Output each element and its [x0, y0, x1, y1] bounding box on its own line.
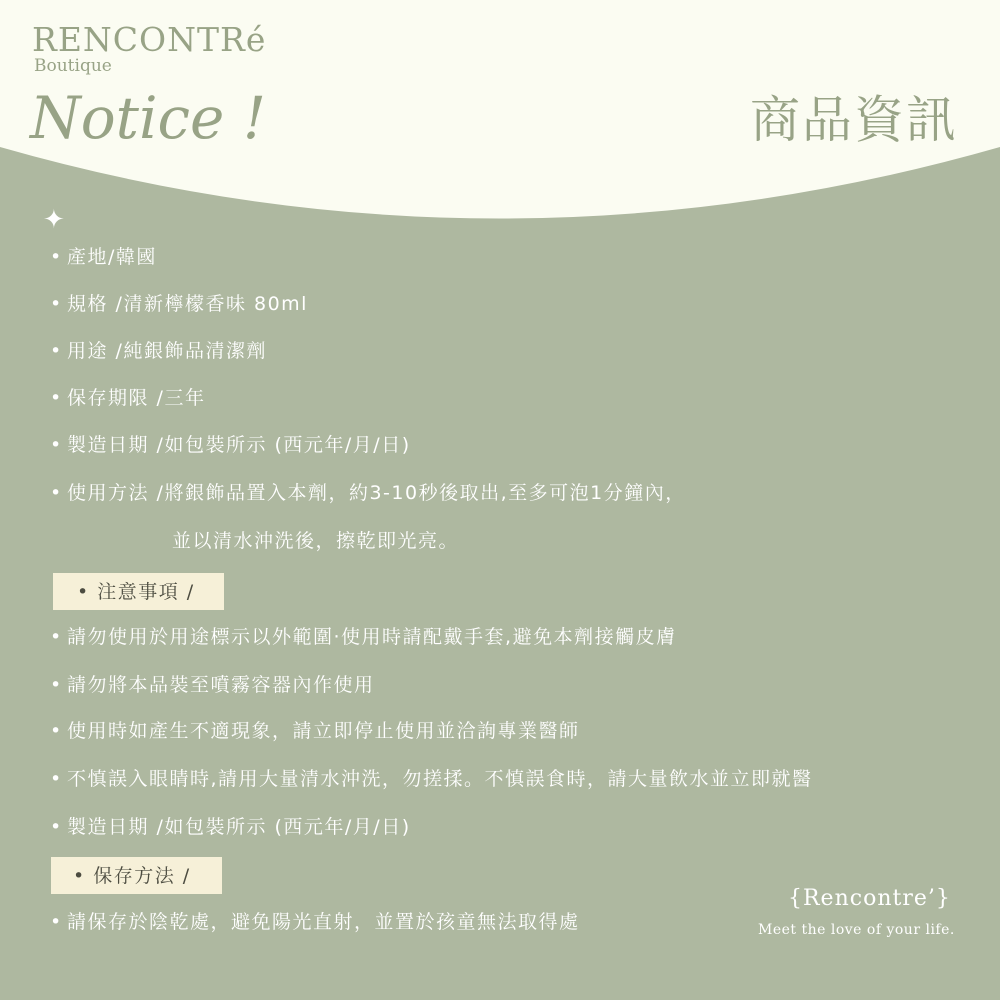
info-spec: • 規格 /清新檸檬香味 80ml [50, 293, 308, 315]
caution-item: • 製造日期 /如包裝所示 (西元年/月/日) [50, 816, 411, 838]
caution-item: • 不慎誤入眼睛時,請用大量清水沖洗，勿搓揉。不慎誤食時，請大量飲水並立即就醫 [50, 768, 813, 790]
info-usage: • 用途 /純銀飾品清潔劑 [50, 340, 267, 362]
caution-heading: • 注意事項 / [53, 573, 224, 610]
storage-heading: • 保存方法 / [51, 857, 222, 894]
info-directions: • 使用方法 /將銀飾品置入本劑，約3-10秒後取出,至多可泡1分鐘內， [50, 482, 686, 504]
section-title: 商品資訊 [750, 91, 958, 149]
footer-brand: {Rencontre’} [788, 886, 951, 911]
info-directions-continued: 並以清水沖洗後，擦乾即光亮。 [172, 530, 460, 552]
info-shelf-life: • 保存期限 /三年 [50, 387, 206, 409]
storage-item: • 請保存於陰乾處，避免陽光直射，並置於孩童無法取得處 [50, 911, 580, 933]
notice-title: Notice ! [30, 84, 267, 152]
footer-tagline: Meet the love of your life. [758, 922, 955, 938]
brand-logo: RENCONTRé [32, 20, 267, 59]
caution-item: • 請勿將本品裝至噴霧容器內作使用 [50, 674, 375, 696]
caution-item: • 請勿使用於用途標示以外範圍‧使用時請配戴手套,避免本劑接觸皮膚 [50, 626, 677, 648]
info-manufacture-date: • 製造日期 /如包裝所示 (西元年/月/日) [50, 434, 411, 456]
brand-subtitle: Boutique [34, 56, 112, 76]
sparkle-icon: ✦ [43, 205, 65, 235]
info-origin: • 產地/韓國 [50, 246, 157, 268]
caution-item: • 使用時如產生不適現象，請立即停止使用並洽詢專業醫師 [50, 720, 580, 742]
